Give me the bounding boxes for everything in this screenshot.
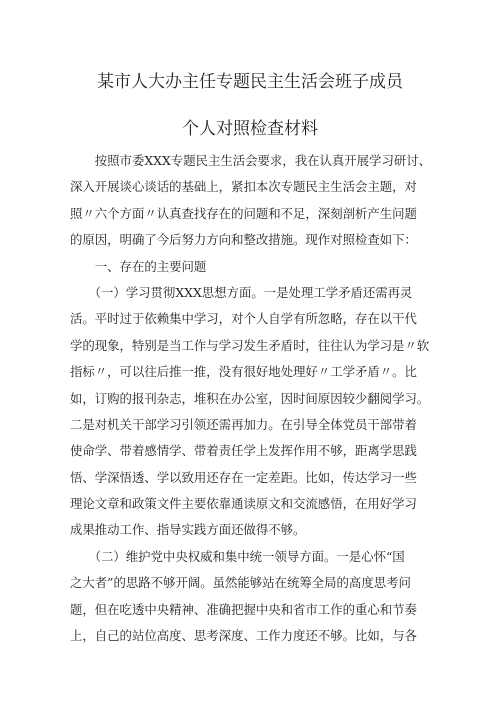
document-title-line-1: 某市人大办主任专题民主生活会班子成员 <box>97 72 403 92</box>
document-body <box>70 148 440 649</box>
body-line: 成果推动工作、指导实践方面还做得不够。 <box>70 522 306 538</box>
body-line: （二）维护党中央权威和集中统一领导方面。一是心怀“国 <box>70 548 405 564</box>
body-line: （一）学习贯彻XXX思想方面。一是处理工学矛盾还需再灵 <box>70 284 413 300</box>
body-line: 学的现象，特别是当工作与学习发生矛盾时，往往认为学习是〃软 <box>70 337 430 353</box>
body-line: 上，自己的站位高度、思考深度、工作力度还不够。比如，与各 <box>70 628 417 644</box>
body-line: 题，但在吃透中央精神、准确把握中央和省市工作的重心和节奏 <box>70 601 417 617</box>
section-heading: 一、存在的主要问题 <box>70 258 207 274</box>
body-line: 深入开展谈心谈话的基础上，紧扣本次专题民主生活会主题，对 <box>70 179 417 195</box>
body-line: 悟、学深悟透、学以致用还存在一定差距。比如，传达学习一些 <box>70 469 417 485</box>
body-line: 使命学、带着感情学、带着责任学上发挥作用不够，距离学思践 <box>70 443 417 459</box>
body-line: 指标〃，可以往后推一推，没有很好地处理好〃工学矛盾〃。比 <box>70 364 417 380</box>
body-line: 理论文章和政策文件主要依靠通读原文和交流感悟，在用好学习 <box>70 496 417 512</box>
document-title-line-2: 个人对照检查材料 <box>182 119 318 139</box>
body-line: 的原因，明确了今后努力方向和整改措施。现作对照检查如下： <box>70 232 417 248</box>
body-line: 二是对机关干部学习引领还需再加力。在引导全体党员干部带着 <box>70 416 417 432</box>
body-line: 如，订购的报刊杂志，堆积在办公室，因时间原因较少翻阅学习。 <box>70 390 430 406</box>
body-line: 按照市委XXX专题民主生活会要求，我在认真开展学习研讨、 <box>70 153 432 168</box>
body-line: 照〃六个方面〃认真查找存在的问题和不足，深刻剖析产生问题 <box>70 205 417 221</box>
body-line: 之大者”的思路不够开阔。虽然能够站在统筹全局的高度思考问 <box>70 575 411 591</box>
body-line: 活。平时过于依赖集中学习，对个人自学有所忽略，存在以干代 <box>70 311 417 327</box>
